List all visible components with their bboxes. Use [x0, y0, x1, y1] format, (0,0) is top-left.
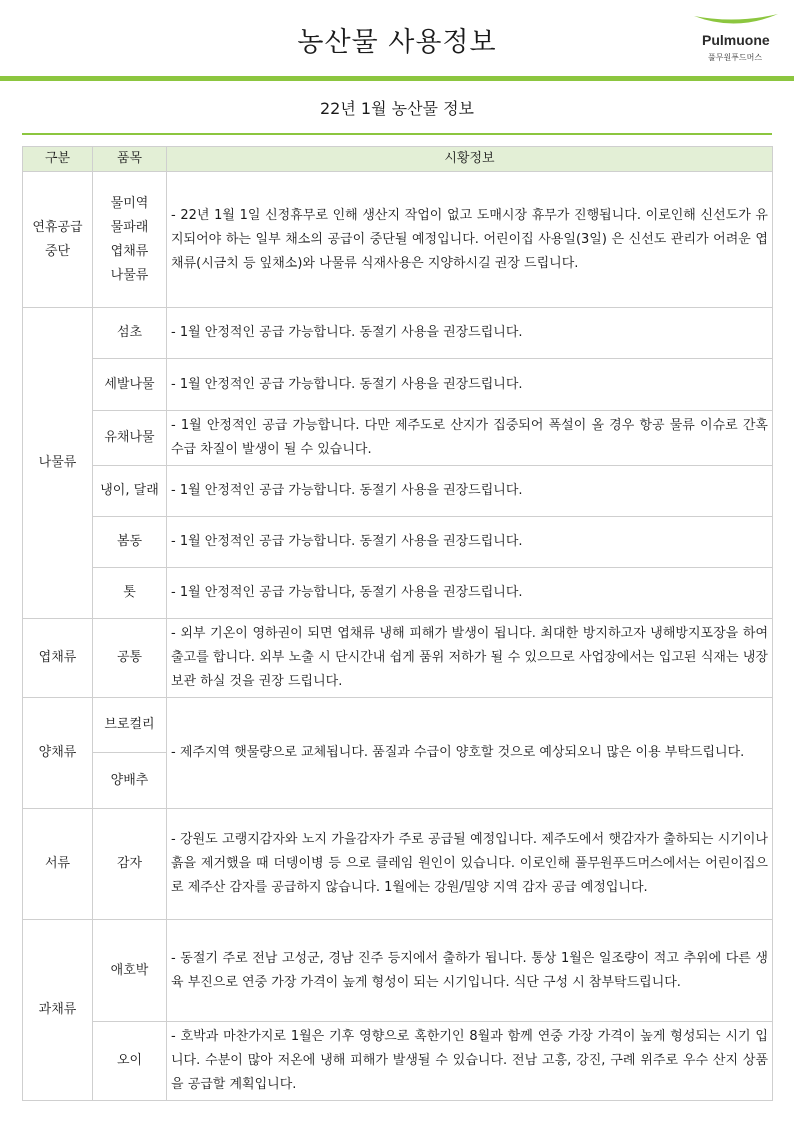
item-cell: 브로컬리: [93, 698, 167, 753]
table-header-row: [23, 147, 773, 172]
logo-swoosh-icon: [690, 10, 782, 32]
table-row: [23, 359, 773, 411]
desc-cell: - 1월 안정적인 공급 가능합니다. 다만 제주도로 산지가 집중되어 폭설이 올 경우 항공 물류 이슈로 간혹 수급 차질이 발생이 될 수 있습니다.: [167, 411, 773, 466]
table-row: [23, 698, 773, 753]
logo-name: Pulmuone: [702, 32, 770, 48]
category-cell: 나물류: [23, 308, 93, 619]
item-cell: 봄동: [93, 517, 167, 568]
pulmuone-logo: [690, 10, 786, 70]
header-divider: [0, 76, 794, 81]
item-line: 물파래: [110, 219, 149, 235]
table-row: [23, 517, 773, 568]
page-title: 농산물 사용정보: [297, 27, 497, 58]
desc-cell: - 1월 안정적인 공급 가능합니다. 동절기 사용을 권장드립니다.: [167, 517, 773, 568]
desc-cell: - 외부 기온이 영하권이 되면 엽채류 냉해 피해가 발생이 됩니다. 최대한 방지하고자 냉해방지포장을 하여 출고를 합니다. 외부 노출 시 단시간내 쉽게 품위 저하가 될 수 있으므로 사업장에서는 입고된 식재는 냉장 보관 하실 것을 권장 드립니다.: [167, 619, 773, 698]
item-line: 엽채류: [110, 243, 149, 259]
desc-cell: - 1월 안정적인 공급 가능합니다. 동절기 사용을 권장드립니다.: [167, 308, 773, 359]
category-cell: 서류: [23, 809, 93, 920]
header-item: 품목: [93, 147, 167, 172]
table-row: [23, 466, 773, 517]
report-subtitle: 22년 1월 농산물 정보: [320, 99, 474, 118]
header-market-info: 시황정보: [167, 147, 773, 172]
category-cell: 연휴공급 중단: [23, 172, 93, 308]
desc-cell: - 1월 안정적인 공급 가능합니다, 동절기 사용을 권장드립니다.: [167, 568, 773, 619]
table-row: [23, 809, 773, 920]
item-cell: 세발나물: [93, 359, 167, 411]
table-row: [23, 308, 773, 359]
logo-subtext: 풀무원푸드머스: [708, 53, 763, 62]
item-line: 물미역: [110, 195, 149, 211]
table-row: [23, 1022, 773, 1101]
category-cell: 엽채류: [23, 619, 93, 698]
table-row: [23, 619, 773, 698]
desc-cell: - 제주지역 햇물량으로 교체됩니다. 품질과 수급이 양호할 것으로 예상되오니 많은 이용 부탁드립니다.: [167, 698, 773, 809]
subtitle-divider: [22, 133, 772, 135]
table-row: [23, 411, 773, 466]
desc-cell: - 1월 안정적인 공급 가능합니다. 동절기 사용을 권장드립니다.: [167, 359, 773, 411]
category-cell: 과채류: [23, 920, 93, 1101]
item-cell: 섬초: [93, 308, 167, 359]
desc-cell: - 동절기 주로 전남 고성군, 경남 진주 등지에서 출하가 됩니다. 통상 1월은 일조량이 적고 추위에 다른 생육 부진으로 연중 가장 가격이 높게 형성이 되는 시기입니다. 식단 구성 시 참부탁드립니다.: [167, 920, 773, 1022]
item-cell: 공통: [93, 619, 167, 698]
desc-cell: - 강원도 고랭지감자와 노지 가을감자가 주로 공급될 예정입니다. 제주도에서 햇감자가 출하되는 시기이나 흙을 제거했을 때 더뎅이병 등 으로 클레임 원인이 있습니다. 이로인해 풀무원푸드머스에서는 어린이집으로 제주산 감자를 공급하지 않습니다. 1월에는 강원/밀양 지역 감자 공급 예정입니다.: [167, 809, 773, 920]
market-info-table: [22, 146, 773, 1101]
item-cell: 양배추: [93, 753, 167, 809]
item-cell: 톳: [93, 568, 167, 619]
item-cell: 감자: [93, 809, 167, 920]
desc-cell: - 22년 1월 1일 신정휴무로 인해 생산지 작업이 없고 도매시장 휴무가 진행됩니다. 이로인해 신선도가 유지되어야 하는 일부 채소의 공급이 중단될 예정입니다. 어린이집 사용일(3일) 은 신선도 관리가 어려운 엽채류(시금치 등 잎채소)와 나물류 식재사용은 지양하시길 권장 드립니다.: [167, 172, 773, 308]
category-cell: 양채류: [23, 698, 93, 809]
desc-cell: - 호박과 마찬가지로 1월은 기후 영향으로 혹한기인 8월과 함께 연중 가장 가격이 높게 형성되는 시기 입니다. 수분이 많아 저온에 냉해 피해가 발생될 수 있습니다. 전남 고흥, 강진, 구례 위주로 우수 산지 상품을 공급할 계획입니다.: [167, 1022, 773, 1101]
item-line: 나물류: [110, 267, 149, 283]
table-row: [23, 172, 773, 308]
item-cell: 애호박: [93, 920, 167, 1022]
table-row: [23, 920, 773, 1022]
item-cell: 오이: [93, 1022, 167, 1101]
item-cell: 유채나물: [93, 411, 167, 466]
table-row: [23, 568, 773, 619]
page-header: [0, 0, 794, 82]
item-cell: [93, 172, 167, 308]
desc-cell: - 1월 안정적인 공급 가능합니다. 동절기 사용을 권장드립니다.: [167, 466, 773, 517]
header-category: 구분: [23, 147, 93, 172]
item-cell: 냉이, 달래: [93, 466, 167, 517]
